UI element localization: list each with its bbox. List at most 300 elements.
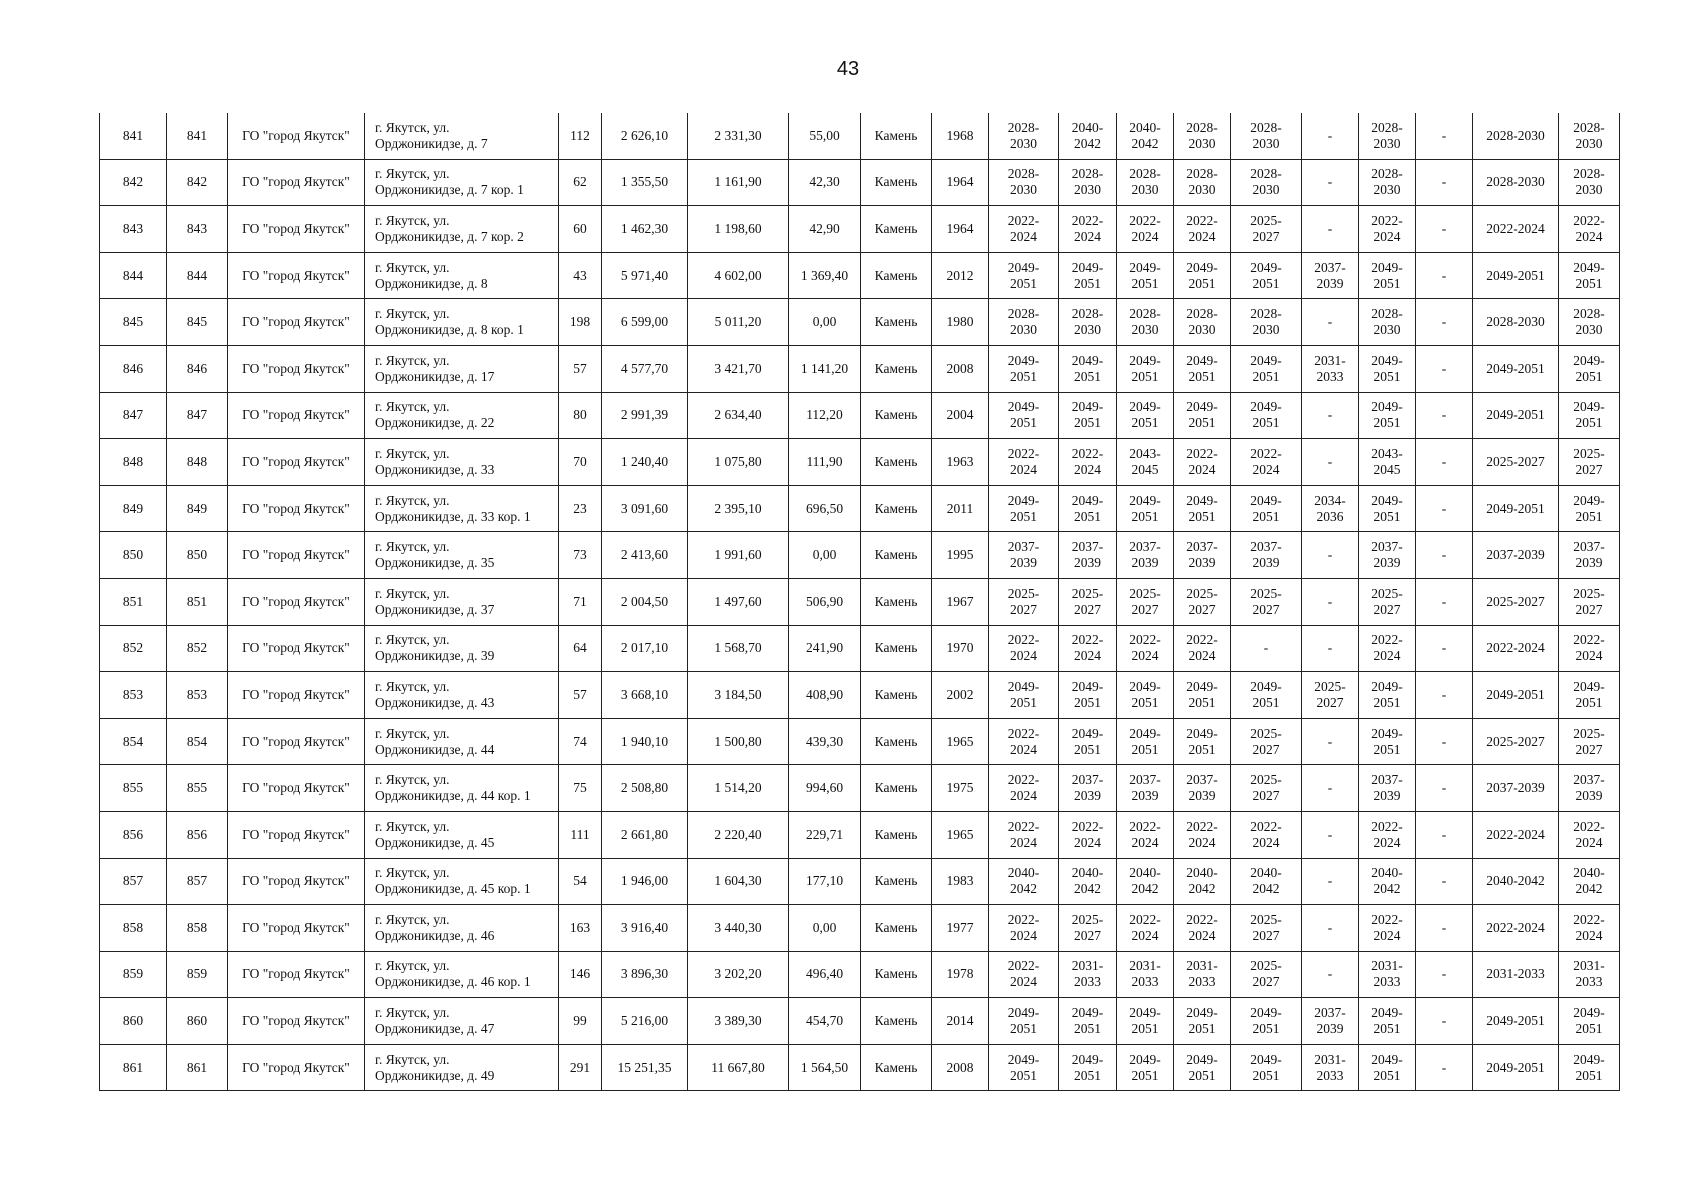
cell-year-built: 2011 (932, 485, 989, 532)
cell-period-4: 2040- 2042 (1174, 858, 1231, 905)
cell-period-8: - (1416, 206, 1473, 253)
table-row (100, 485, 1620, 532)
cell-period-3: 2049- 2051 (1117, 718, 1174, 765)
cell-period-5: 2049- 2051 (1231, 1044, 1302, 1091)
cell-period-4: 2028- 2030 (1174, 159, 1231, 206)
cell-living-area: 3 421,70 (688, 345, 789, 392)
cell-period-9: 2028-2030 (1473, 299, 1559, 346)
cell-registry-number: 857 (167, 858, 228, 905)
cell-wall-material: Камень (861, 625, 932, 672)
cell-period-4: 2037- 2039 (1174, 532, 1231, 579)
cell-period-1: 2022- 2024 (989, 439, 1059, 486)
cell-nonresidential-area: 0,00 (789, 532, 861, 579)
cell-period-8: - (1416, 485, 1473, 532)
cell-period-4: 2022- 2024 (1174, 439, 1231, 486)
cell-period-7: 2025- 2027 (1359, 578, 1416, 625)
cell-number: 852 (100, 625, 167, 672)
cell-registry-number: 861 (167, 1044, 228, 1091)
cell-registry-number: 844 (167, 252, 228, 299)
cell-period-10: 2037- 2039 (1559, 765, 1620, 812)
cell-period-2: 2025- 2027 (1059, 578, 1117, 625)
cell-period-1: 2049- 2051 (989, 1044, 1059, 1091)
cell-period-7: 2049- 2051 (1359, 392, 1416, 439)
cell-period-1: 2037- 2039 (989, 532, 1059, 579)
cell-registry-number: 841 (167, 113, 228, 159)
cell-period-10: 2049- 2051 (1559, 998, 1620, 1045)
cell-period-3: 2028- 2030 (1117, 299, 1174, 346)
cell-period-3: 2037- 2039 (1117, 765, 1174, 812)
cell-address: г. Якутск, ул. Орджоникидзе, д. 44 кор. 1 (365, 765, 559, 812)
cell-period-7: 2028- 2030 (1359, 113, 1416, 159)
cell-nonresidential-area: 177,10 (789, 858, 861, 905)
cell-nonresidential-area: 439,30 (789, 718, 861, 765)
cell-residents: 74 (559, 718, 602, 765)
cell-residents: 62 (559, 159, 602, 206)
cell-year-built: 1967 (932, 578, 989, 625)
cell-period-5: 2025- 2027 (1231, 206, 1302, 253)
cell-wall-material: Камень (861, 299, 932, 346)
cell-nonresidential-area: 994,60 (789, 765, 861, 812)
table-row (100, 765, 1620, 812)
cell-period-7: 2049- 2051 (1359, 718, 1416, 765)
cell-period-10: 2022- 2024 (1559, 811, 1620, 858)
cell-period-9: 2040-2042 (1473, 858, 1559, 905)
cell-residents: 57 (559, 672, 602, 719)
cell-living-area: 1 500,80 (688, 718, 789, 765)
cell-period-1: 2049- 2051 (989, 672, 1059, 719)
cell-address: г. Якутск, ул. Орджоникидзе, д. 47 (365, 998, 559, 1045)
cell-period-7: 2037- 2039 (1359, 532, 1416, 579)
cell-period-10: 2037- 2039 (1559, 532, 1620, 579)
cell-period-6: - (1302, 299, 1359, 346)
cell-period-10: 2025- 2027 (1559, 718, 1620, 765)
cell-wall-material: Камень (861, 765, 932, 812)
cell-period-2: 2022- 2024 (1059, 439, 1117, 486)
cell-period-7: 2049- 2051 (1359, 345, 1416, 392)
table-row (100, 159, 1620, 206)
cell-year-built: 1964 (932, 159, 989, 206)
cell-period-6: - (1302, 532, 1359, 579)
cell-municipality: ГО "город Якутск" (228, 905, 365, 952)
cell-period-7: 2031- 2033 (1359, 951, 1416, 998)
cell-period-2: 2049- 2051 (1059, 392, 1117, 439)
cell-period-7: 2049- 2051 (1359, 672, 1416, 719)
cell-nonresidential-area: 1 141,20 (789, 345, 861, 392)
cell-nonresidential-area: 42,30 (789, 159, 861, 206)
cell-period-2: 2022- 2024 (1059, 625, 1117, 672)
cell-address: г. Якутск, ул. Орджоникидзе, д. 17 (365, 345, 559, 392)
cell-total-area: 1 940,10 (602, 718, 688, 765)
cell-number: 851 (100, 578, 167, 625)
cell-number: 842 (100, 159, 167, 206)
cell-number: 861 (100, 1044, 167, 1091)
cell-period-10: 2028- 2030 (1559, 159, 1620, 206)
cell-residents: 70 (559, 439, 602, 486)
cell-period-8: - (1416, 252, 1473, 299)
cell-period-9: 2028-2030 (1473, 113, 1559, 159)
cell-period-9: 2028-2030 (1473, 159, 1559, 206)
cell-period-4: 2049- 2051 (1174, 672, 1231, 719)
cell-period-10: 2025- 2027 (1559, 439, 1620, 486)
cell-period-8: - (1416, 345, 1473, 392)
cell-period-2: 2028- 2030 (1059, 159, 1117, 206)
cell-period-10: 2049- 2051 (1559, 1044, 1620, 1091)
cell-number: 845 (100, 299, 167, 346)
cell-period-3: 2022- 2024 (1117, 905, 1174, 952)
table-row (100, 299, 1620, 346)
cell-wall-material: Камень (861, 951, 932, 998)
cell-period-8: - (1416, 858, 1473, 905)
cell-total-area: 2 991,39 (602, 392, 688, 439)
cell-period-9: 2022-2024 (1473, 811, 1559, 858)
cell-period-10: 2022- 2024 (1559, 905, 1620, 952)
cell-living-area: 2 220,40 (688, 811, 789, 858)
cell-period-5: 2022- 2024 (1231, 439, 1302, 486)
cell-living-area: 1 161,90 (688, 159, 789, 206)
cell-period-2: 2037- 2039 (1059, 765, 1117, 812)
cell-period-2: 2049- 2051 (1059, 1044, 1117, 1091)
cell-address: г. Якутск, ул. Орджоникидзе, д. 7 кор. 1 (365, 159, 559, 206)
cell-living-area: 3 389,30 (688, 998, 789, 1045)
cell-registry-number: 858 (167, 905, 228, 952)
cell-period-2: 2022- 2024 (1059, 811, 1117, 858)
cell-period-9: 2031-2033 (1473, 951, 1559, 998)
cell-period-5: 2040- 2042 (1231, 858, 1302, 905)
table-row (100, 392, 1620, 439)
cell-period-5: 2025- 2027 (1231, 951, 1302, 998)
cell-nonresidential-area: 55,00 (789, 113, 861, 159)
cell-year-built: 1995 (932, 532, 989, 579)
cell-year-built: 2008 (932, 1044, 989, 1091)
cell-period-1: 2022- 2024 (989, 625, 1059, 672)
cell-period-5: 2037- 2039 (1231, 532, 1302, 579)
cell-registry-number: 860 (167, 998, 228, 1045)
cell-residents: 60 (559, 206, 602, 253)
cell-municipality: ГО "город Якутск" (228, 345, 365, 392)
cell-living-area: 11 667,80 (688, 1044, 789, 1091)
cell-nonresidential-area: 1 564,50 (789, 1044, 861, 1091)
cell-period-1: 2049- 2051 (989, 345, 1059, 392)
cell-period-9: 2037-2039 (1473, 765, 1559, 812)
cell-living-area: 4 602,00 (688, 252, 789, 299)
cell-period-1: 2028- 2030 (989, 113, 1059, 159)
cell-living-area: 2 331,30 (688, 113, 789, 159)
cell-number: 853 (100, 672, 167, 719)
cell-period-1: 2040- 2042 (989, 858, 1059, 905)
cell-total-area: 2 004,50 (602, 578, 688, 625)
cell-residents: 99 (559, 998, 602, 1045)
cell-registry-number: 848 (167, 439, 228, 486)
cell-period-5: 2025- 2027 (1231, 578, 1302, 625)
cell-total-area: 5 216,00 (602, 998, 688, 1045)
cell-period-6: - (1302, 951, 1359, 998)
cell-year-built: 1978 (932, 951, 989, 998)
cell-period-4: 2022- 2024 (1174, 905, 1231, 952)
cell-total-area: 3 896,30 (602, 951, 688, 998)
cell-registry-number: 847 (167, 392, 228, 439)
cell-wall-material: Камень (861, 206, 932, 253)
cell-period-4: 2049- 2051 (1174, 252, 1231, 299)
cell-period-8: - (1416, 625, 1473, 672)
table-row (100, 951, 1620, 998)
cell-registry-number: 852 (167, 625, 228, 672)
cell-year-built: 2002 (932, 672, 989, 719)
cell-total-area: 15 251,35 (602, 1044, 688, 1091)
cell-living-area: 1 075,80 (688, 439, 789, 486)
table-row (100, 578, 1620, 625)
cell-year-built: 1964 (932, 206, 989, 253)
cell-period-9: 2049-2051 (1473, 998, 1559, 1045)
cell-period-1: 2022- 2024 (989, 206, 1059, 253)
cell-period-2: 2049- 2051 (1059, 998, 1117, 1045)
cell-nonresidential-area: 496,40 (789, 951, 861, 998)
cell-period-8: - (1416, 718, 1473, 765)
cell-period-6: 2031- 2033 (1302, 1044, 1359, 1091)
cell-total-area: 6 599,00 (602, 299, 688, 346)
cell-wall-material: Камень (861, 345, 932, 392)
cell-period-7: 2043- 2045 (1359, 439, 1416, 486)
cell-wall-material: Камень (861, 811, 932, 858)
cell-address: г. Якутск, ул. Орджоникидзе, д. 44 (365, 718, 559, 765)
cell-period-9: 2025-2027 (1473, 718, 1559, 765)
cell-period-6: 2025- 2027 (1302, 672, 1359, 719)
cell-number: 841 (100, 113, 167, 159)
cell-period-5: 2049- 2051 (1231, 998, 1302, 1045)
cell-period-7: 2049- 2051 (1359, 998, 1416, 1045)
cell-period-7: 2022- 2024 (1359, 206, 1416, 253)
cell-period-8: - (1416, 159, 1473, 206)
cell-wall-material: Камень (861, 532, 932, 579)
cell-period-4: 2049- 2051 (1174, 392, 1231, 439)
cell-wall-material: Камень (861, 485, 932, 532)
cell-municipality: ГО "город Якутск" (228, 858, 365, 905)
table-row (100, 672, 1620, 719)
cell-period-4: 2049- 2051 (1174, 345, 1231, 392)
cell-total-area: 1 462,30 (602, 206, 688, 253)
cell-nonresidential-area: 0,00 (789, 299, 861, 346)
cell-period-5: - (1231, 625, 1302, 672)
cell-registry-number: 842 (167, 159, 228, 206)
cell-period-3: 2049- 2051 (1117, 252, 1174, 299)
cell-living-area: 1 514,20 (688, 765, 789, 812)
cell-municipality: ГО "город Якутск" (228, 672, 365, 719)
cell-period-5: 2049- 2051 (1231, 672, 1302, 719)
cell-period-7: 2022- 2024 (1359, 811, 1416, 858)
cell-municipality: ГО "город Якутск" (228, 765, 365, 812)
cell-address: г. Якутск, ул. Орджоникидзе, д. 7 кор. 2 (365, 206, 559, 253)
cell-period-3: 2049- 2051 (1117, 672, 1174, 719)
cell-period-8: - (1416, 905, 1473, 952)
cell-period-10: 2040- 2042 (1559, 858, 1620, 905)
cell-period-3: 2022- 2024 (1117, 811, 1174, 858)
cell-wall-material: Камень (861, 439, 932, 486)
cell-period-1: 2049- 2051 (989, 998, 1059, 1045)
cell-year-built: 1965 (932, 811, 989, 858)
cell-living-area: 5 011,20 (688, 299, 789, 346)
cell-registry-number: 859 (167, 951, 228, 998)
cell-period-10: 2049- 2051 (1559, 252, 1620, 299)
cell-number: 857 (100, 858, 167, 905)
cell-period-7: 2028- 2030 (1359, 299, 1416, 346)
cell-period-7: 2049- 2051 (1359, 1044, 1416, 1091)
cell-registry-number: 846 (167, 345, 228, 392)
cell-period-9: 2049-2051 (1473, 345, 1559, 392)
cell-period-4: 2049- 2051 (1174, 998, 1231, 1045)
cell-period-3: 2049- 2051 (1117, 998, 1174, 1045)
cell-period-3: 2049- 2051 (1117, 1044, 1174, 1091)
cell-address: г. Якутск, ул. Орджоникидзе, д. 8 (365, 252, 559, 299)
cell-period-5: 2049- 2051 (1231, 252, 1302, 299)
cell-year-built: 1977 (932, 905, 989, 952)
cell-period-8: - (1416, 299, 1473, 346)
cell-address: г. Якутск, ул. Орджоникидзе, д. 35 (365, 532, 559, 579)
cell-period-7: 2040- 2042 (1359, 858, 1416, 905)
cell-period-4: 2049- 2051 (1174, 718, 1231, 765)
cell-period-2: 2049- 2051 (1059, 252, 1117, 299)
cell-municipality: ГО "город Якутск" (228, 718, 365, 765)
cell-address: г. Якутск, ул. Орджоникидзе, д. 45 кор. 1 (365, 858, 559, 905)
cell-period-10: 2028- 2030 (1559, 113, 1620, 159)
cell-period-3: 2022- 2024 (1117, 206, 1174, 253)
cell-period-3: 2037- 2039 (1117, 532, 1174, 579)
cell-period-2: 2028- 2030 (1059, 299, 1117, 346)
cell-period-8: - (1416, 439, 1473, 486)
cell-period-4: 2022- 2024 (1174, 811, 1231, 858)
cell-nonresidential-area: 111,90 (789, 439, 861, 486)
cell-nonresidential-area: 408,90 (789, 672, 861, 719)
cell-living-area: 2 634,40 (688, 392, 789, 439)
cell-period-9: 2049-2051 (1473, 392, 1559, 439)
cell-year-built: 1980 (932, 299, 989, 346)
table-row (100, 858, 1620, 905)
cell-period-3: 2025- 2027 (1117, 578, 1174, 625)
cell-period-6: - (1302, 392, 1359, 439)
page-number: 43 (836, 58, 860, 80)
cell-total-area: 2 508,80 (602, 765, 688, 812)
cell-number: 849 (100, 485, 167, 532)
cell-wall-material: Камень (861, 1044, 932, 1091)
table-row (100, 532, 1620, 579)
cell-period-8: - (1416, 811, 1473, 858)
cell-period-3: 2049- 2051 (1117, 392, 1174, 439)
cell-period-2: 2025- 2027 (1059, 905, 1117, 952)
cell-year-built: 1965 (932, 718, 989, 765)
cell-period-6: - (1302, 439, 1359, 486)
cell-period-8: - (1416, 1044, 1473, 1091)
cell-period-6: - (1302, 858, 1359, 905)
table-row (100, 206, 1620, 253)
cell-period-9: 2049-2051 (1473, 1044, 1559, 1091)
cell-wall-material: Камень (861, 252, 932, 299)
cell-period-7: 2037- 2039 (1359, 765, 1416, 812)
cell-year-built: 1970 (932, 625, 989, 672)
cell-residents: 80 (559, 392, 602, 439)
cell-period-6: - (1302, 159, 1359, 206)
table-body (100, 113, 1620, 1091)
cell-period-7: 2022- 2024 (1359, 905, 1416, 952)
cell-residents: 23 (559, 485, 602, 532)
cell-number: 843 (100, 206, 167, 253)
cell-period-9: 2022-2024 (1473, 206, 1559, 253)
cell-municipality: ГО "город Якутск" (228, 811, 365, 858)
cell-period-4: 2022- 2024 (1174, 206, 1231, 253)
cell-address: г. Якутск, ул. Орджоникидзе, д. 45 (365, 811, 559, 858)
cell-period-6: - (1302, 718, 1359, 765)
cell-registry-number: 850 (167, 532, 228, 579)
cell-period-9: 2049-2051 (1473, 672, 1559, 719)
housing-register-table (99, 113, 1620, 1091)
cell-living-area: 3 440,30 (688, 905, 789, 952)
cell-living-area: 3 202,20 (688, 951, 789, 998)
cell-residents: 43 (559, 252, 602, 299)
cell-period-5: 2028- 2030 (1231, 113, 1302, 159)
cell-living-area: 3 184,50 (688, 672, 789, 719)
cell-period-5: 2049- 2051 (1231, 345, 1302, 392)
cell-registry-number: 851 (167, 578, 228, 625)
cell-nonresidential-area: 241,90 (789, 625, 861, 672)
cell-year-built: 2012 (932, 252, 989, 299)
cell-residents: 54 (559, 858, 602, 905)
cell-address: г. Якутск, ул. Орджоникидзе, д. 37 (365, 578, 559, 625)
cell-period-10: 2022- 2024 (1559, 625, 1620, 672)
table-row (100, 345, 1620, 392)
cell-year-built: 2008 (932, 345, 989, 392)
cell-municipality: ГО "город Якутск" (228, 625, 365, 672)
cell-period-5: 2028- 2030 (1231, 159, 1302, 206)
cell-total-area: 3 668,10 (602, 672, 688, 719)
cell-period-3: 2049- 2051 (1117, 485, 1174, 532)
cell-registry-number: 855 (167, 765, 228, 812)
cell-period-9: 2049-2051 (1473, 485, 1559, 532)
cell-address: г. Якутск, ул. Орджоникидзе, д. 33 кор. 1 (365, 485, 559, 532)
cell-period-10: 2025- 2027 (1559, 578, 1620, 625)
cell-period-8: - (1416, 951, 1473, 998)
cell-period-1: 2028- 2030 (989, 159, 1059, 206)
cell-number: 856 (100, 811, 167, 858)
table-row (100, 625, 1620, 672)
cell-period-3: 2040- 2042 (1117, 113, 1174, 159)
cell-period-8: - (1416, 998, 1473, 1045)
cell-period-2: 2049- 2051 (1059, 345, 1117, 392)
cell-registry-number: 854 (167, 718, 228, 765)
cell-period-8: - (1416, 532, 1473, 579)
cell-period-1: 2022- 2024 (989, 951, 1059, 998)
cell-address: г. Якутск, ул. Орджоникидзе, д. 7 (365, 113, 559, 159)
cell-total-area: 2 017,10 (602, 625, 688, 672)
cell-period-10: 2031- 2033 (1559, 951, 1620, 998)
table-row (100, 718, 1620, 765)
cell-municipality: ГО "город Якутск" (228, 998, 365, 1045)
cell-registry-number: 845 (167, 299, 228, 346)
cell-wall-material: Камень (861, 113, 932, 159)
cell-nonresidential-area: 454,70 (789, 998, 861, 1045)
cell-number: 850 (100, 532, 167, 579)
cell-period-4: 2028- 2030 (1174, 299, 1231, 346)
cell-period-10: 2049- 2051 (1559, 672, 1620, 719)
cell-total-area: 3 916,40 (602, 905, 688, 952)
cell-period-2: 2049- 2051 (1059, 485, 1117, 532)
cell-nonresidential-area: 0,00 (789, 905, 861, 952)
cell-period-2: 2037- 2039 (1059, 532, 1117, 579)
cell-number: 860 (100, 998, 167, 1045)
cell-living-area: 1 604,30 (688, 858, 789, 905)
cell-municipality: ГО "город Якутск" (228, 578, 365, 625)
cell-period-5: 2022- 2024 (1231, 811, 1302, 858)
cell-period-2: 2040- 2042 (1059, 858, 1117, 905)
cell-wall-material: Камень (861, 718, 932, 765)
cell-living-area: 1 568,70 (688, 625, 789, 672)
cell-number: 858 (100, 905, 167, 952)
